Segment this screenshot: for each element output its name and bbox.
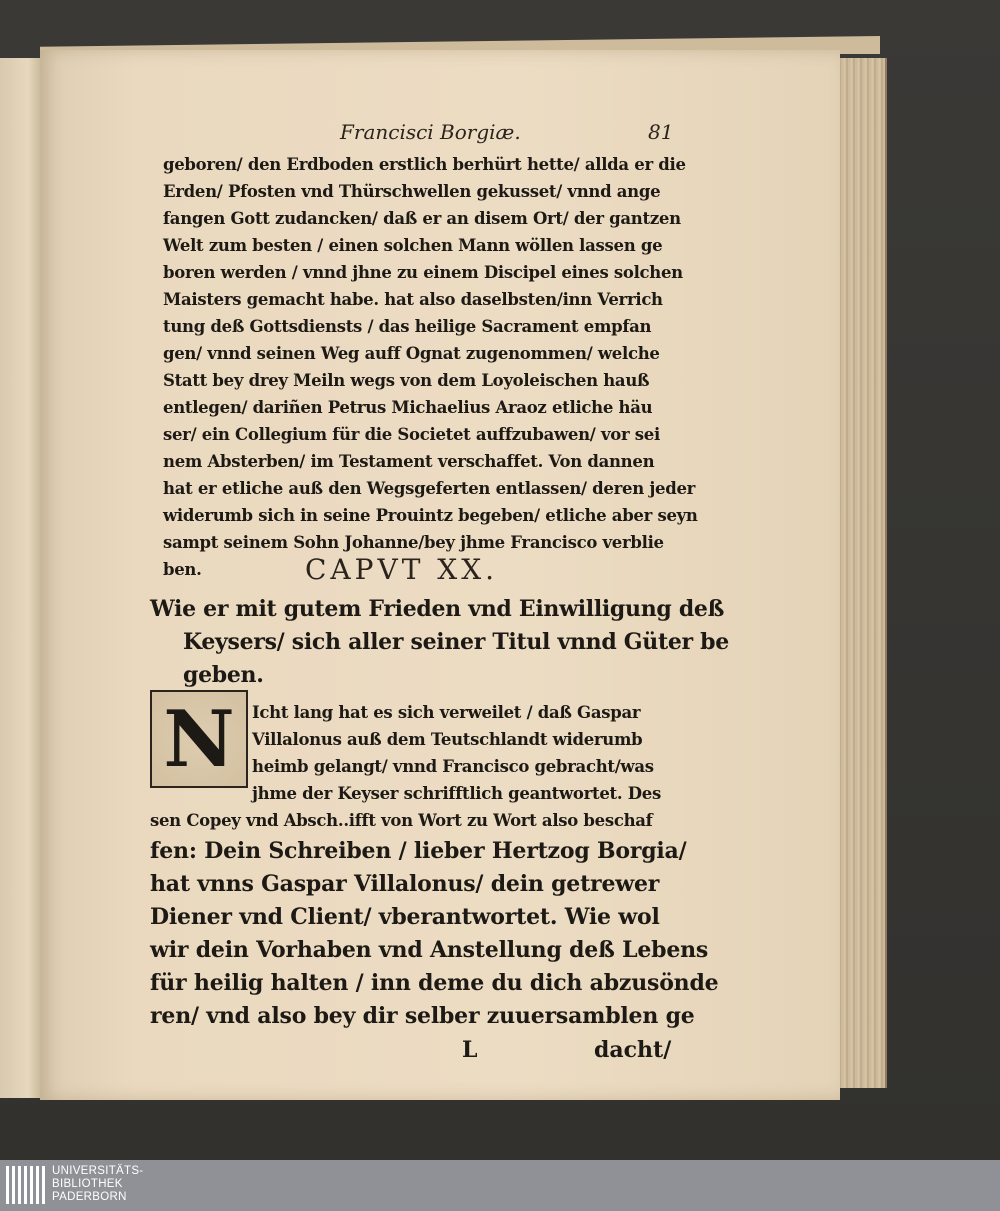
text-line: sen Copey vnd Absch..ifft von Wort zu Wort also beschaf — [150, 811, 653, 830]
running-head: Francisci Borgiæ. — [340, 120, 521, 144]
text-line: jhme der Keyser schrifftlich geantwortet. Des — [252, 784, 661, 803]
library-name-line: PADERBORN — [52, 1191, 127, 1203]
text-line: Erden/ Pfosten vnd Thürschwellen gekusset/ vnnd ange — [163, 182, 661, 201]
text-line: heimb gelangt/ vnnd Francisco gebracht/was — [252, 757, 654, 776]
text-line: fen: Dein Schreiben / lieber Hertzog Borgia/ — [150, 838, 687, 864]
page-number: 81 — [648, 120, 674, 144]
text-line: Maisters gemacht habe. hat also daselbsten/inn Verrich — [163, 290, 663, 309]
text-line: Villalonus auß dem Teutschlandt widerumb — [252, 730, 643, 749]
library-name — [52, 1165, 143, 1204]
subtitle-line: Wie er mit gutem Frieden vnd Einwilligung deß — [150, 596, 725, 622]
subtitle-line: geben. — [183, 662, 264, 688]
decorated-initial: N — [150, 690, 248, 788]
text-line: hat er etliche auß den Wegsgeferten entlassen/ deren jeder — [163, 479, 696, 498]
text-line: boren werden / vnnd jhne zu einem Discipel eines solchen — [163, 263, 683, 282]
text-line: nem Absterben/ im Testament verschaffet. Von dannen — [163, 452, 655, 471]
chapter-title: CAPVT XX. — [305, 553, 499, 586]
text-line: ser/ ein Collegium für die Societet auffzubawen/ vor sei — [163, 425, 660, 444]
text-line: Statt bey drey Meiln wegs von dem Loyoleischen hauß — [163, 371, 650, 390]
text-line: ren/ vnd also bey dir selber zuuersamblen ge — [150, 1003, 695, 1029]
text-line: Diener vnd Client/ vberantwortet. Wie wol — [150, 904, 660, 930]
library-footer — [0, 1160, 1000, 1211]
page-stack-edge — [835, 58, 887, 1088]
text-line: Welt zum besten / einen solchen Mann wöllen lassen ge — [163, 236, 663, 255]
text-line: geboren/ den Erdboden erstlich berhürt hette/ allda er die — [163, 155, 686, 174]
left-page-edge — [0, 58, 41, 1098]
text-line: tung deß Gottsdiensts / das heilige Sacrament empfan — [163, 317, 652, 336]
text-line: widerumb sich in seine Prouintz begeben/ etliche aber seyn — [163, 506, 698, 525]
text-line: für heilig halten / inn deme du dich abzusönde — [150, 970, 719, 996]
signature-mark: L — [462, 1037, 478, 1063]
text-line: gen/ vnnd seinen Weg auff Ognat zugenommen/ welche — [163, 344, 660, 363]
text-line: sampt seinem Sohn Johanne/bey jhme Francisco verblie — [163, 533, 664, 552]
text-line: wir dein Vorhaben vnd Anstellung deß Lebens — [150, 937, 709, 963]
text-line: Icht lang hat es sich verweilet / daß Gaspar — [252, 703, 641, 722]
text-line: hat vnns Gaspar Villalonus/ dein getrewer — [150, 871, 660, 897]
library-logo-icon — [6, 1166, 46, 1204]
catchword: dacht/ — [594, 1037, 672, 1063]
text-line: ben. — [163, 560, 202, 579]
library-name-line: BIBLIOTHEK — [52, 1178, 123, 1190]
text-line: fangen Gott zudancken/ daß er an disem Ort/ der gantzen — [163, 209, 681, 228]
text-line: entlegen/ dariñen Petrus Michaelius Araoz etliche häu — [163, 398, 653, 417]
subtitle-line: Keysers/ sich aller seiner Titul vnnd Güter be — [183, 629, 729, 655]
library-name-line: UNIVERSITÄTS- — [52, 1165, 144, 1177]
